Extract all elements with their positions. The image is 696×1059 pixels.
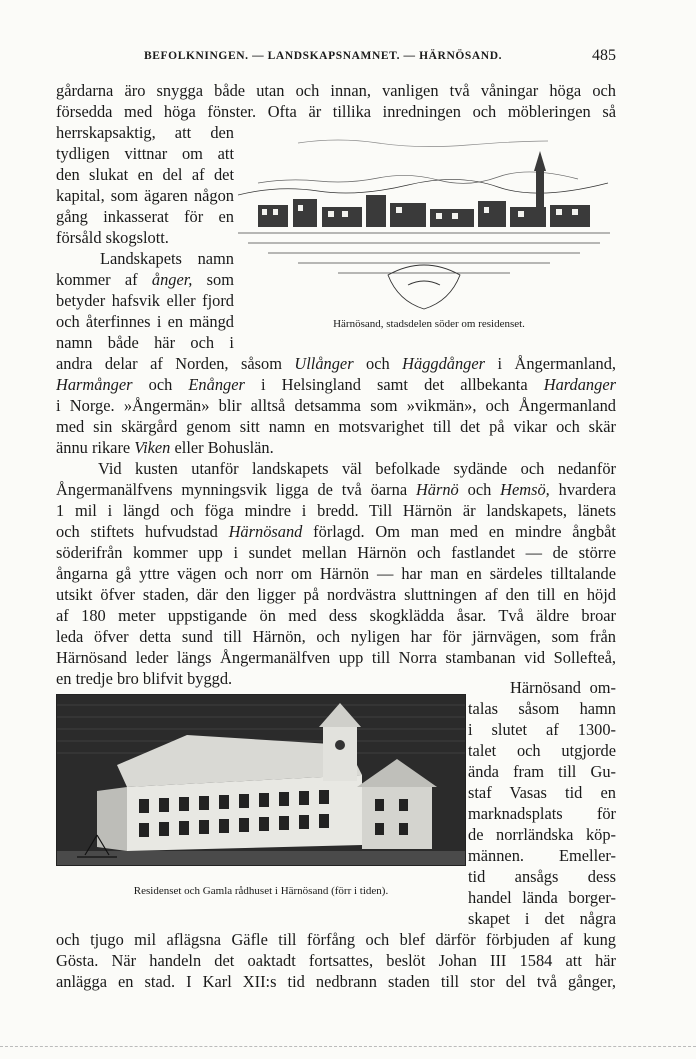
text-line: Ångermanälfvens mynningsvik ligga de två öarna Härnö och Hemsö, hvardera: [56, 480, 616, 499]
text-line: försåld skogslott.: [56, 228, 169, 247]
page-number: 485: [592, 47, 616, 64]
text-line: söderifrån kommer upp i sundet mellan Härnön och fastlandet — de större: [56, 543, 616, 562]
text-line: med sin skärgård genom sitt namn en motsvarighet till det på vikar och skär: [56, 417, 616, 436]
text-line: försedda med höga fönster. Ofta är tillika inredningen och möbleringen så: [56, 102, 616, 121]
text-line: talas såsom hamn: [468, 699, 616, 718]
residence-illustration: [56, 694, 466, 866]
text-line: herrskapsaktig, att den: [56, 123, 234, 142]
text-line: den slukat en del af det: [56, 165, 234, 184]
text-line: i Norge. »Ångermän» blir alltså detsamma som »vikmän», och Ångermanland: [56, 396, 616, 415]
text-line: namn både här och i: [56, 333, 234, 352]
text-line: anlägga en stad. I Karl XII:s tid nedbrann staden till stor del två gånger,: [56, 972, 616, 991]
text-line: leda öfver detta sund till Härnön, och nyligen har för järnvägen, som från: [56, 627, 616, 646]
text-line: handel lända borger-: [468, 888, 616, 907]
bottom-figure-caption: Residenset och Gamla rådhuset i Härnösand (förr i tiden).: [133, 885, 389, 897]
top-figure-caption: Härnösand, stadsdelen söder om residenset.: [333, 318, 525, 330]
text-line: staf Vasas tid en: [468, 783, 616, 802]
running-header: [56, 47, 616, 67]
text-line: utsikt öfver staden, där den ligger på nordvästra sluttningen af den till en höjd: [56, 585, 616, 604]
text-line: kapital, som ägaren någon: [56, 186, 234, 205]
text-line: andra delar af Norden, såsom Ullånger och Häggdånger i Ångermanland,: [56, 354, 616, 373]
text-line: en tredje bro blifvit byggd.: [56, 669, 233, 688]
text-line: kommer af ånger, som: [56, 270, 234, 289]
running-title: BEFOLKNINGEN. — LANDSKAPSNAMNET. — HÄRNÖSAND.: [144, 50, 503, 62]
text-line: ända fram till Gu-: [468, 762, 616, 781]
text-line: betyder hafsvik eller fjord: [56, 291, 234, 310]
text-line: tid ansågs dess: [468, 867, 616, 886]
text-line: Härnösand om-: [510, 678, 616, 697]
text-line: i slutet af 1300-: [468, 720, 616, 739]
text-line: tydligen vittnar om att: [56, 144, 234, 163]
text-line: gång inkasserat för en: [56, 207, 234, 226]
text-line: Vid kusten utanför landskapets väl befolkade sydände och nedanför: [98, 459, 616, 478]
text-line: Härnösand leder längs Ångermanälfven upp till Norra stambanan vid Sollefteå,: [56, 648, 616, 667]
text-line: ännu rikare Viken eller Bohuslän.: [56, 438, 274, 457]
text-line: gårdarna äro snygga både utan och innan, vanligen två våningar höga och: [56, 81, 616, 100]
text-line: männen. Emeller-: [468, 846, 616, 865]
residence-engraving: [57, 695, 466, 866]
text-line: och stiftets hufvudstad Härnösand förlagd. Om man med en mindre ångbåt: [56, 522, 616, 541]
text-line: de norrländska köp-: [468, 825, 616, 844]
text-line: ångarna gå yttre vägen och norr om Härnön — har man en särdeles tilltalande: [56, 564, 616, 583]
text-line: Harmånger och Enånger i Helsingland samt det allbekanta Hardanger: [56, 375, 616, 394]
harnosand-town-illustration: [238, 125, 610, 315]
text-line: Gösta. När handeln det oaktadt fortsattes, beslöt Johan III 1584 att här: [56, 951, 616, 970]
page-edge-rule: [0, 1046, 696, 1047]
text-line: marknadsplats för: [468, 804, 616, 823]
text-line: och tjugo mil aflägsna Gäfle till förfång och blef därför förbjuden af kung: [56, 930, 616, 949]
text-line: skapet i det några: [468, 909, 616, 928]
text-line: af 180 meter uppstigande ön med dess skogklädda åsar. Två äldre broar: [56, 606, 616, 625]
text-line: och återfinnes i en mängd: [56, 312, 234, 331]
text-line: talet och utgjorde: [468, 741, 616, 760]
text-line: 1 mil i längd och föga mindre i bredd. Till Härnön är landskapets, länets: [56, 501, 616, 520]
text-line: Landskapets namn: [100, 249, 234, 268]
town-engraving: [238, 125, 610, 315]
